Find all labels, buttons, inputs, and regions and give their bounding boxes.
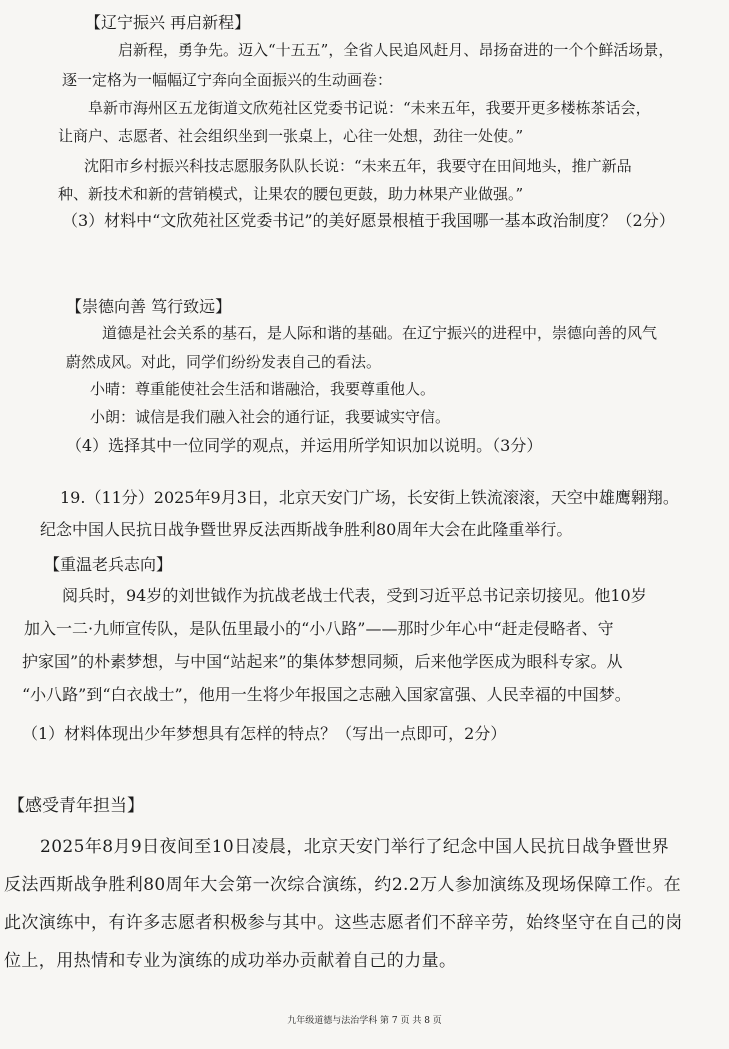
paragraph-line: 阜新市海州区五龙街道文欣苑社区党委书记说：“未来五年，我要开更多楼栋茶话会， [88,99,651,117]
paragraph-line: 道德是社会关系的基石，是人际和谐的基础。在辽宁振兴的进程中，崇德向善的风气 [102,324,658,342]
paragraph-line: 2025年8月9日夜间至10日凌晨，北京天安门举行了纪念中国人民抗日战争暨世界 [40,837,670,857]
paragraph-line: 沈阳市乡村振兴科技志愿服务队队长说：“未来五年，我要守在田间地头，推广新品 [84,157,632,175]
paragraph-line: 反法西斯战争胜利80周年大会第一次综合演练，约2.2万人参加演练及现场保障工作。在 [4,875,682,895]
question-1: （1）材料体现出少年梦想具有怎样的特点？（写出一点即可，2分） [22,724,507,743]
question-19-intro: 纪念中国人民抗日战争暨世界反法西斯战争胜利80周年大会在此隆重举行。 [40,520,573,539]
section-heading-morality: 【崇德向善 笃行致远】 [66,297,232,316]
page-footer: 九年级道德与法治学科 第 7 页 共 8 页 [287,1016,442,1026]
paragraph-line: 此次演练中，有许多志愿者积极参与其中。这些志愿者们不辞辛劳，始终坚守在自己的岗 [4,913,683,933]
paragraph-line: 护家国”的朴素梦想，与中国“站起来”的集体梦想同频，后来他学医成为眼科专家。从 [22,652,623,671]
paragraph-line: 阅兵时，94岁的刘世钺作为抗战老战士代表，受到习近平总书记亲切接见。他10岁 [62,586,647,605]
paragraph-line: 加入一二·九师宣传队，是队伍里最小的“小八路”——那时少年心中“赶走侵略者、守 [24,619,614,638]
question-4: （4）选择其中一位同学的观点，并运用所学知识加以说明。（3分） [66,436,543,455]
paragraph-line: 逐一定格为一幅幅辽宁奔向全面振兴的生动画卷： [62,71,393,89]
section-heading-liaoning-revival: 【辽宁振兴 再启新程】 [85,13,251,32]
paragraph-line: “小八路”到“白衣战士”，他用一生将少年报国之志融入国家富强、人民幸福的中国梦。 [22,685,631,704]
student-opinion-xiaolang: 小朗：诚信是我们融入社会的通行证，我要诚实守信。 [90,408,451,426]
paragraph-line: 位上，用热情和专业为演练的成功举办贡献着自己的力量。 [4,951,457,971]
question-3: （3）材料中“文欣苑社区党委书记”的美好愿景根植于我国哪一基本政治制度？（2分） [62,211,675,230]
paragraph-line: 蔚然成风。对此，同学们纷纷发表自己的看法。 [66,353,382,371]
question-19-intro: 19.（11分）2025年9月3日，北京天安门广场，长安街上铁流滚滚，天空中雄鹰翱翔。 [60,488,679,507]
section-heading-youth: 【感受青年担当】 [8,796,144,816]
paragraph-line: 种、新技术和新的营销模式，让果农的腰包更鼓，助力林果产业做强。” [58,185,524,203]
paragraph-line: 让商户、志愿者、社会组织坐到一张桌上，心往一处想，劲往一处使。” [58,127,524,145]
paragraph-line: 启新程，勇争先。迈入“十五五”，全省人民追风赶月、昂扬奋进的一个个鲜活场景， [118,41,674,59]
student-opinion-xiaoqing: 小晴：尊重能使社会生活和谐融洽，我要尊重他人。 [90,380,436,398]
section-heading-veteran: 【重温老兵志向】 [44,555,173,574]
